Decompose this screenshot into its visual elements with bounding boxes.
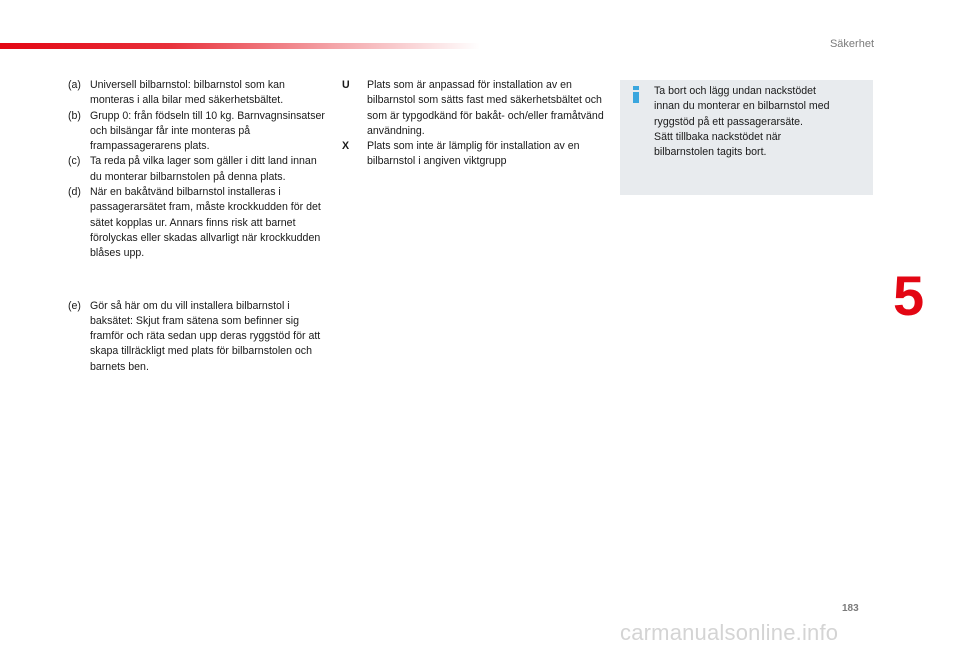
legend-text: Plats som är anpassad för installation av en bilbarnstol som sätts fast med säkerhetsbältet och som är typgodkänd för bakåt- och/eller framåtvänd användning. (367, 79, 604, 137)
spacer (68, 262, 326, 299)
section-title: Säkerhet (829, 38, 874, 50)
footnote-label: (d) (68, 186, 81, 199)
info-line: bilbarnstolen tagits bort. (654, 146, 767, 159)
legend-item (342, 78, 604, 139)
footnote-label: (b) (68, 109, 81, 122)
legend-label: X (342, 140, 350, 153)
footnote-text: Grupp 0: från födseln till 10 kg. Barnvagnsinsatser och bilsängar får inte monteras på frampassagerarens plats. (90, 109, 325, 153)
footnote-text: Ta reda på vilka lager som gäller i ditt land innan du monterar bilbarnstolen på denna plats. (90, 155, 317, 183)
page-number: 183 (842, 603, 859, 614)
chapter-number: 5 (893, 264, 925, 327)
legend-item (342, 139, 604, 170)
footnote-label: (c) (68, 155, 81, 168)
footnote-item (68, 78, 326, 109)
footnote-item (68, 154, 326, 185)
info-line: innan du monterar en bilbarnstol med (654, 100, 830, 113)
footnotes-column (68, 78, 326, 375)
info-icon (633, 86, 639, 103)
legend-label: U (342, 79, 350, 91)
footnote-label: (e) (68, 299, 81, 312)
footnote-item (68, 109, 326, 155)
legend-column (342, 78, 604, 170)
header-accent-bar (0, 43, 480, 49)
legend-text: Plats som inte är lämplig för installation av en bilbarnstol i angiven viktgrupp (367, 140, 580, 168)
footnote-text: Gör så här om du vill installera bilbarnstol i baksätet: Skjut fram sätena som befinner sig framför och räta sedan upp deras ryggstöd för att skapa tillräckligt med plats för bilbarnstolen och barnets ben. (90, 299, 321, 373)
info-line: ryggstöd på ett passagerarsäte. (654, 115, 803, 128)
footnote-text: Universell bilbarnstol: bilbarnstol som kan monteras i alla bilar med säkerhetsbältet. (90, 79, 285, 107)
info-line: Ta bort och lägg undan nackstödet (654, 85, 816, 97)
footnote-item (68, 185, 326, 261)
footnote-label: (a) (68, 79, 81, 91)
info-box (620, 80, 873, 195)
info-line: Sätt tillbaka nackstödet när (654, 130, 782, 143)
footnote-text: När en bakåtvänd bilbarnstol installeras i passagerarsätet fram, måste krockkudden för det sätet kopplas ur. Annars finns risk att barnet förolyckas eller skadas allvarligt när krockkudden blåses upp. (90, 186, 321, 260)
watermark: carmanualsonline.info (620, 620, 839, 645)
footnote-item (68, 299, 326, 375)
